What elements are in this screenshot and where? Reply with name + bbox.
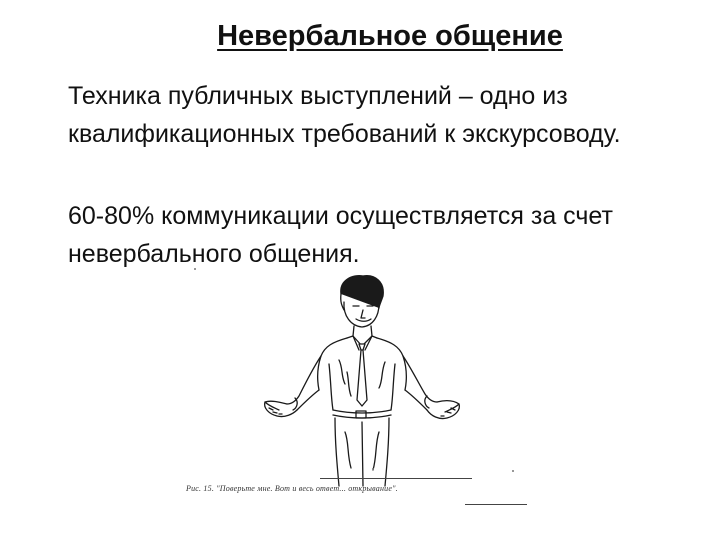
- scan-speck: [194, 268, 196, 270]
- scan-speck: [512, 470, 514, 472]
- paragraph-nonverbal-share: 60-80% коммуникации осуществляется за счет невербального общения.: [68, 202, 613, 268]
- slide-title: Невербальное общение: [217, 20, 563, 52]
- caption-rule-top: [320, 478, 472, 479]
- caption-rule-bottom: [465, 504, 527, 505]
- scan-speck: [372, 468, 374, 470]
- paragraph-qualification: Техника публичных выступлений – одно из квалификационных требований к экскурсоводу.: [68, 82, 621, 148]
- open-palms-figure-illustration: [255, 272, 465, 487]
- figure-caption: Рис. 15. "Поверьте мне. Вот и весь ответ... открывание".: [186, 484, 398, 493]
